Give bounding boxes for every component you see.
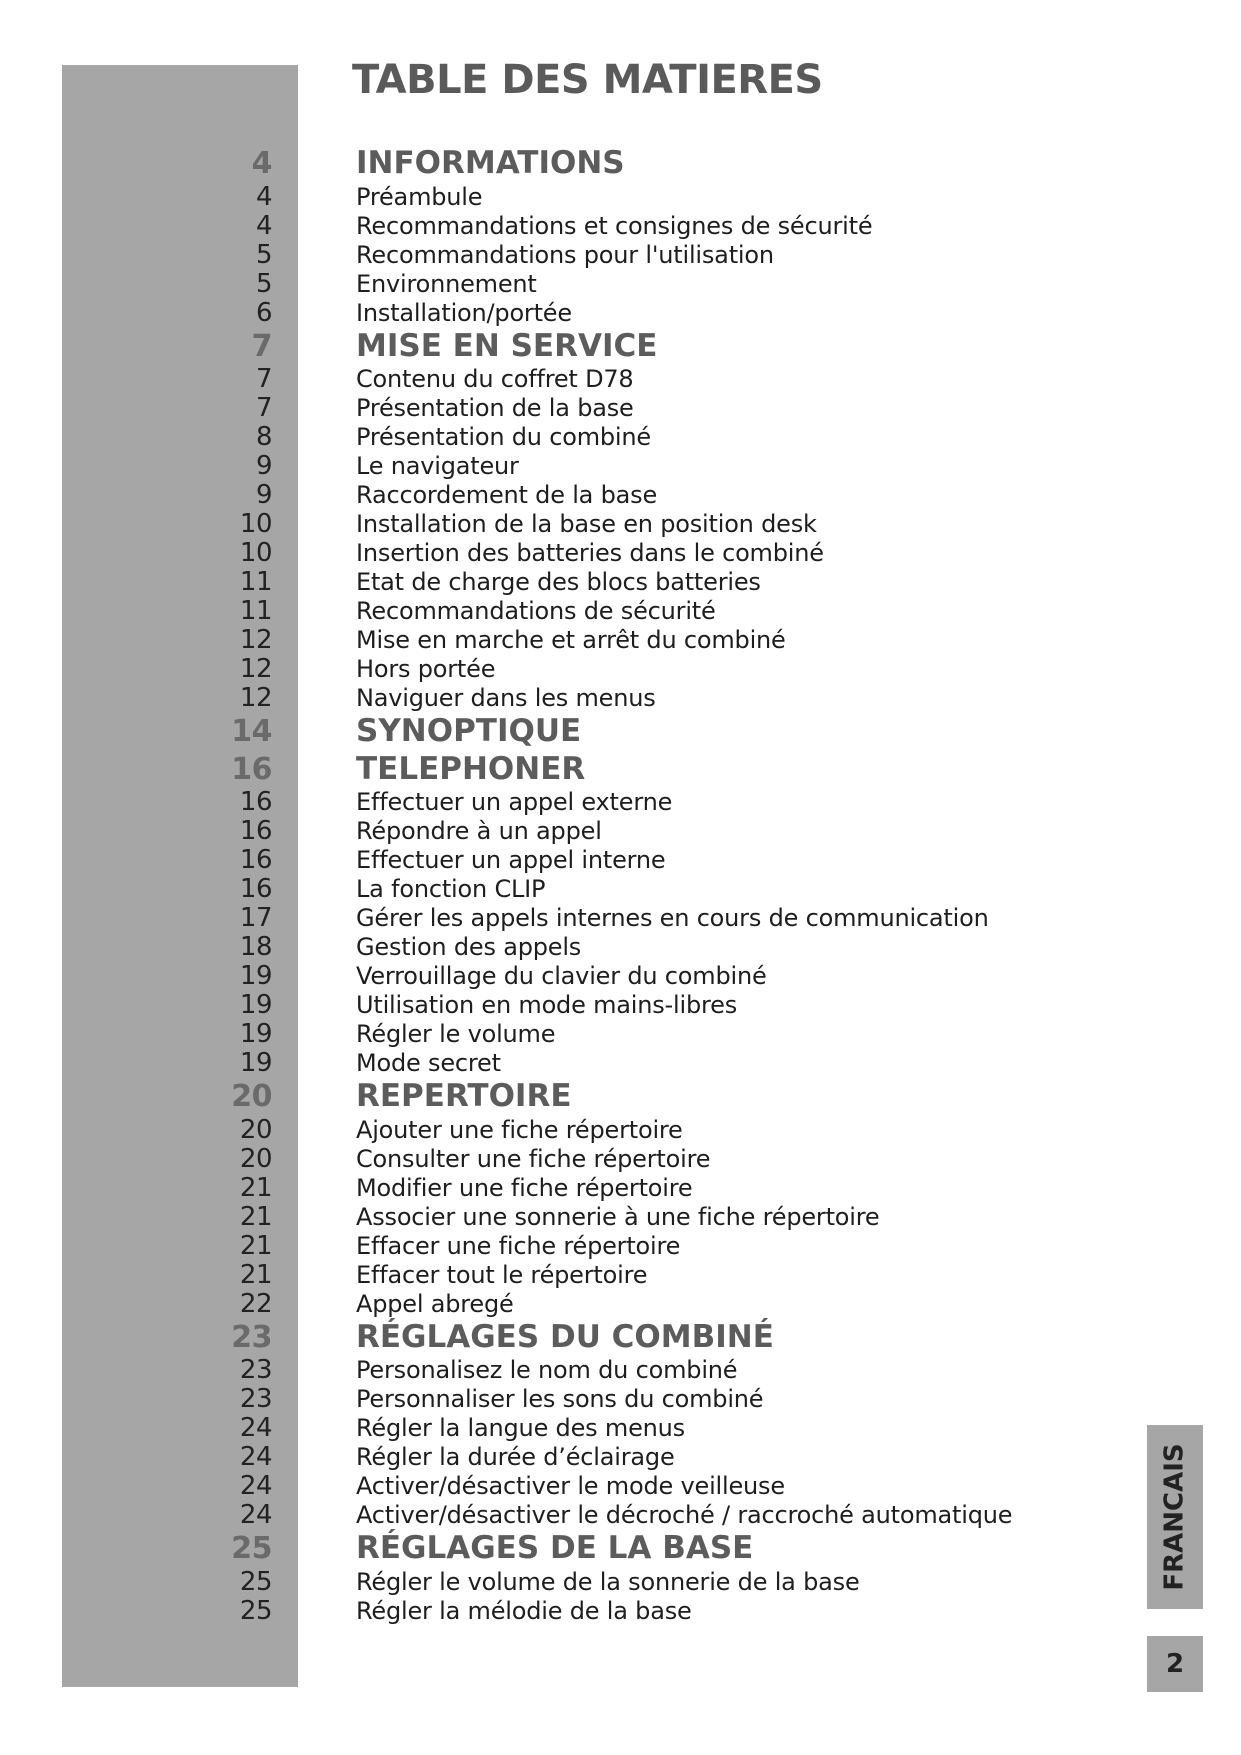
- entry-label: Personalisez le nom du combiné: [356, 1356, 738, 1384]
- section-page-number: 4: [251, 146, 272, 181]
- entry-page-number: 25: [239, 1595, 272, 1626]
- entry-page-number: 19: [239, 990, 272, 1020]
- entry-page-number: 9: [255, 451, 272, 481]
- toc-entry: [0, 1020, 1100, 1049]
- entry-page-number: 20: [239, 1114, 272, 1145]
- toc-entry: [0, 597, 1100, 626]
- entry-page-number: 11: [239, 596, 272, 626]
- entry-label: Hors portée: [356, 655, 496, 683]
- section-title: MISE EN SERVICE: [356, 327, 658, 364]
- section-page-number: 14: [231, 714, 272, 749]
- toc-section: [0, 145, 1100, 183]
- entry-label: Verrouillage du clavier du combiné: [356, 962, 767, 990]
- toc-entry: [0, 991, 1100, 1020]
- entry-label: Activer/désactiver le mode veilleuse: [356, 1472, 785, 1500]
- entry-label: Naviguer dans les menus: [356, 684, 656, 712]
- entry-page-number: 20: [239, 1143, 272, 1174]
- entry-page-number: 7: [255, 393, 272, 423]
- toc-entry: [0, 452, 1100, 481]
- toc-entry: [0, 1049, 1100, 1078]
- entry-page-number: 16: [239, 787, 272, 817]
- entry-label: Présentation de la base: [356, 394, 634, 422]
- entry-label: Installation de la base en position desk: [356, 510, 817, 538]
- entry-page-number: 12: [239, 654, 272, 684]
- entry-page-number: 21: [239, 1172, 272, 1203]
- entry-label: La fonction CLIP: [356, 875, 546, 903]
- entry-label: Recommandations et consignes de sécurité: [356, 211, 873, 240]
- entry-page-number: 16: [239, 845, 272, 875]
- entry-page-number: 24: [239, 1413, 272, 1443]
- toc-entry: [0, 183, 1100, 212]
- entry-label: Mode secret: [356, 1049, 501, 1077]
- entry-page-number: 10: [239, 538, 272, 568]
- entry-page-number: 22: [239, 1288, 272, 1319]
- entry-page-number: 21: [239, 1259, 272, 1290]
- section-title: INFORMATIONS: [356, 145, 625, 181]
- toc-section: [0, 328, 1100, 366]
- entry-label: Régler le volume de la sonnerie de la base: [356, 1567, 860, 1596]
- entry-page-number: 21: [239, 1201, 272, 1232]
- entry-label: Effectuer un appel interne: [356, 846, 666, 874]
- toc-entry: [0, 1597, 1100, 1626]
- toc-entry: [0, 1145, 1100, 1174]
- entry-label: Raccordement de la base: [356, 481, 658, 509]
- toc-entry: [0, 1568, 1100, 1597]
- entry-page-number: 23: [239, 1355, 272, 1385]
- toc-entry: [0, 655, 1100, 684]
- entry-label: Effectuer un appel externe: [356, 788, 673, 816]
- entry-label: Régler la mélodie de la base: [356, 1596, 692, 1625]
- entry-page-number: 17: [239, 903, 272, 933]
- toc-entry: [0, 365, 1100, 394]
- section-title: REPERTOIRE: [356, 1078, 572, 1114]
- section-page-number: 23: [231, 1319, 272, 1355]
- entry-page-number: 9: [255, 480, 272, 510]
- entry-page-number: 19: [239, 961, 272, 991]
- toc-section: [0, 1319, 1100, 1357]
- entry-page-number: 4: [255, 181, 272, 212]
- entry-page-number: 24: [239, 1442, 272, 1472]
- entry-page-number: 12: [239, 625, 272, 655]
- toc-entry: [0, 1261, 1100, 1290]
- entry-label: Ajouter une fiche répertoire: [356, 1115, 683, 1144]
- section-page-number: 25: [231, 1531, 272, 1566]
- entry-page-number: 5: [255, 239, 272, 270]
- entry-label: Le navigateur: [356, 452, 519, 480]
- toc-section: [0, 713, 1100, 751]
- entry-page-number: 11: [239, 567, 272, 597]
- entry-label: Mise en marche et arrêt du combiné: [356, 626, 786, 654]
- entry-label: Préambule: [356, 182, 483, 211]
- table-of-contents: [0, 145, 1100, 1626]
- toc-entry: [0, 875, 1100, 904]
- toc-entry: [0, 904, 1100, 933]
- toc-entry: [0, 510, 1100, 539]
- toc-entry: [0, 394, 1100, 423]
- entry-label: Régler le volume: [356, 1020, 556, 1048]
- entry-label: Insertion des batteries dans le combiné: [356, 539, 824, 567]
- entry-label: Personnaliser les sons du combiné: [356, 1385, 764, 1413]
- toc-entry: [0, 1501, 1100, 1530]
- entry-page-number: 24: [239, 1471, 272, 1501]
- toc-entry: [0, 1232, 1100, 1261]
- entry-label: Utilisation en mode mains-libres: [356, 991, 737, 1019]
- entry-label: Régler la durée d’éclairage: [356, 1443, 675, 1471]
- toc-entry: [0, 1385, 1100, 1414]
- entry-page-number: 12: [239, 683, 272, 713]
- entry-label: Associer une sonnerie à une fiche répertoire: [356, 1202, 880, 1231]
- entry-label: Régler la langue des menus: [356, 1414, 685, 1442]
- entry-label: Recommandations pour l'utilisation: [356, 240, 774, 269]
- section-page-number: 7: [251, 328, 272, 364]
- entry-page-number: 16: [239, 816, 272, 846]
- entry-page-number: 16: [239, 874, 272, 904]
- entry-label: Gérer les appels internes en cours de communication: [356, 904, 989, 932]
- toc-entry: [0, 241, 1100, 270]
- language-tab-label: FRANCAIS: [1160, 1443, 1191, 1591]
- language-tab: [1147, 1425, 1203, 1609]
- entry-page-number: 10: [239, 509, 272, 539]
- entry-page-number: 19: [239, 1019, 272, 1049]
- page-title: TABLE DES MATIERES: [352, 57, 823, 103]
- toc-entry: [0, 962, 1100, 991]
- entry-label: Etat de charge des blocs batteries: [356, 568, 761, 596]
- entry-label: Recommandations de sécurité: [356, 597, 716, 625]
- entry-page-number: 18: [239, 932, 272, 962]
- toc-entry: [0, 626, 1100, 655]
- toc-entry: [0, 568, 1100, 597]
- toc-entry: [0, 270, 1100, 299]
- entry-label: Gestion des appels: [356, 933, 582, 961]
- entry-page-number: 6: [255, 297, 272, 328]
- entry-label: Présentation du combiné: [356, 423, 651, 451]
- entry-page-number: 25: [239, 1566, 272, 1597]
- entry-label: Appel abregé: [356, 1289, 514, 1318]
- toc-entry: [0, 212, 1100, 241]
- section-page-number: 20: [231, 1079, 272, 1114]
- entry-page-number: 4: [255, 210, 272, 241]
- toc-entry: [0, 1203, 1100, 1232]
- toc-entry: [0, 1443, 1100, 1472]
- entry-label: Répondre à un appel: [356, 817, 602, 845]
- section-page-number: 16: [231, 751, 272, 787]
- entry-page-number: 23: [239, 1384, 272, 1414]
- toc-entry: [0, 423, 1100, 452]
- toc-entry: [0, 846, 1100, 875]
- entry-page-number: 7: [255, 364, 272, 394]
- toc-entry: [0, 1472, 1100, 1501]
- toc-entry: [0, 1356, 1100, 1385]
- toc-section: [0, 1530, 1100, 1568]
- toc-entry: [0, 1174, 1100, 1203]
- entry-label: Effacer tout le répertoire: [356, 1260, 648, 1289]
- toc-entry: [0, 1414, 1100, 1443]
- entry-page-number: 19: [239, 1048, 272, 1078]
- toc-entry: [0, 933, 1100, 962]
- entry-label: Activer/désactiver le décroché / raccroché automatique: [356, 1501, 1013, 1529]
- entry-label: Environnement: [356, 269, 537, 298]
- entry-label: Modifier une fiche répertoire: [356, 1173, 693, 1202]
- toc-entry: [0, 684, 1100, 713]
- entry-page-number: 8: [255, 422, 272, 452]
- toc-entry: [0, 817, 1100, 846]
- toc-entry: [0, 1290, 1100, 1319]
- section-title: RÉGLAGES DU COMBINÉ: [356, 1318, 774, 1355]
- entry-label: Consulter une fiche répertoire: [356, 1144, 711, 1173]
- entry-page-number: 5: [255, 268, 272, 299]
- entry-page-number: 24: [239, 1500, 272, 1530]
- toc-entry: [0, 481, 1100, 510]
- section-title: RÉGLAGES DE LA BASE: [356, 1530, 754, 1566]
- toc-section: [0, 751, 1100, 789]
- entry-label: Installation/portée: [356, 298, 572, 327]
- toc-entry: [0, 1116, 1100, 1145]
- page-number: 2: [1147, 1636, 1203, 1692]
- toc-entry: [0, 788, 1100, 817]
- entry-label: Contenu du coffret D78: [356, 365, 634, 393]
- entry-label: Effacer une fiche répertoire: [356, 1231, 681, 1260]
- toc-entry: [0, 299, 1100, 328]
- section-title: TELEPHONER: [356, 750, 586, 787]
- entry-page-number: 21: [239, 1230, 272, 1261]
- section-title: SYNOPTIQUE: [356, 713, 582, 749]
- toc-section: [0, 1078, 1100, 1116]
- toc-entry: [0, 539, 1100, 568]
